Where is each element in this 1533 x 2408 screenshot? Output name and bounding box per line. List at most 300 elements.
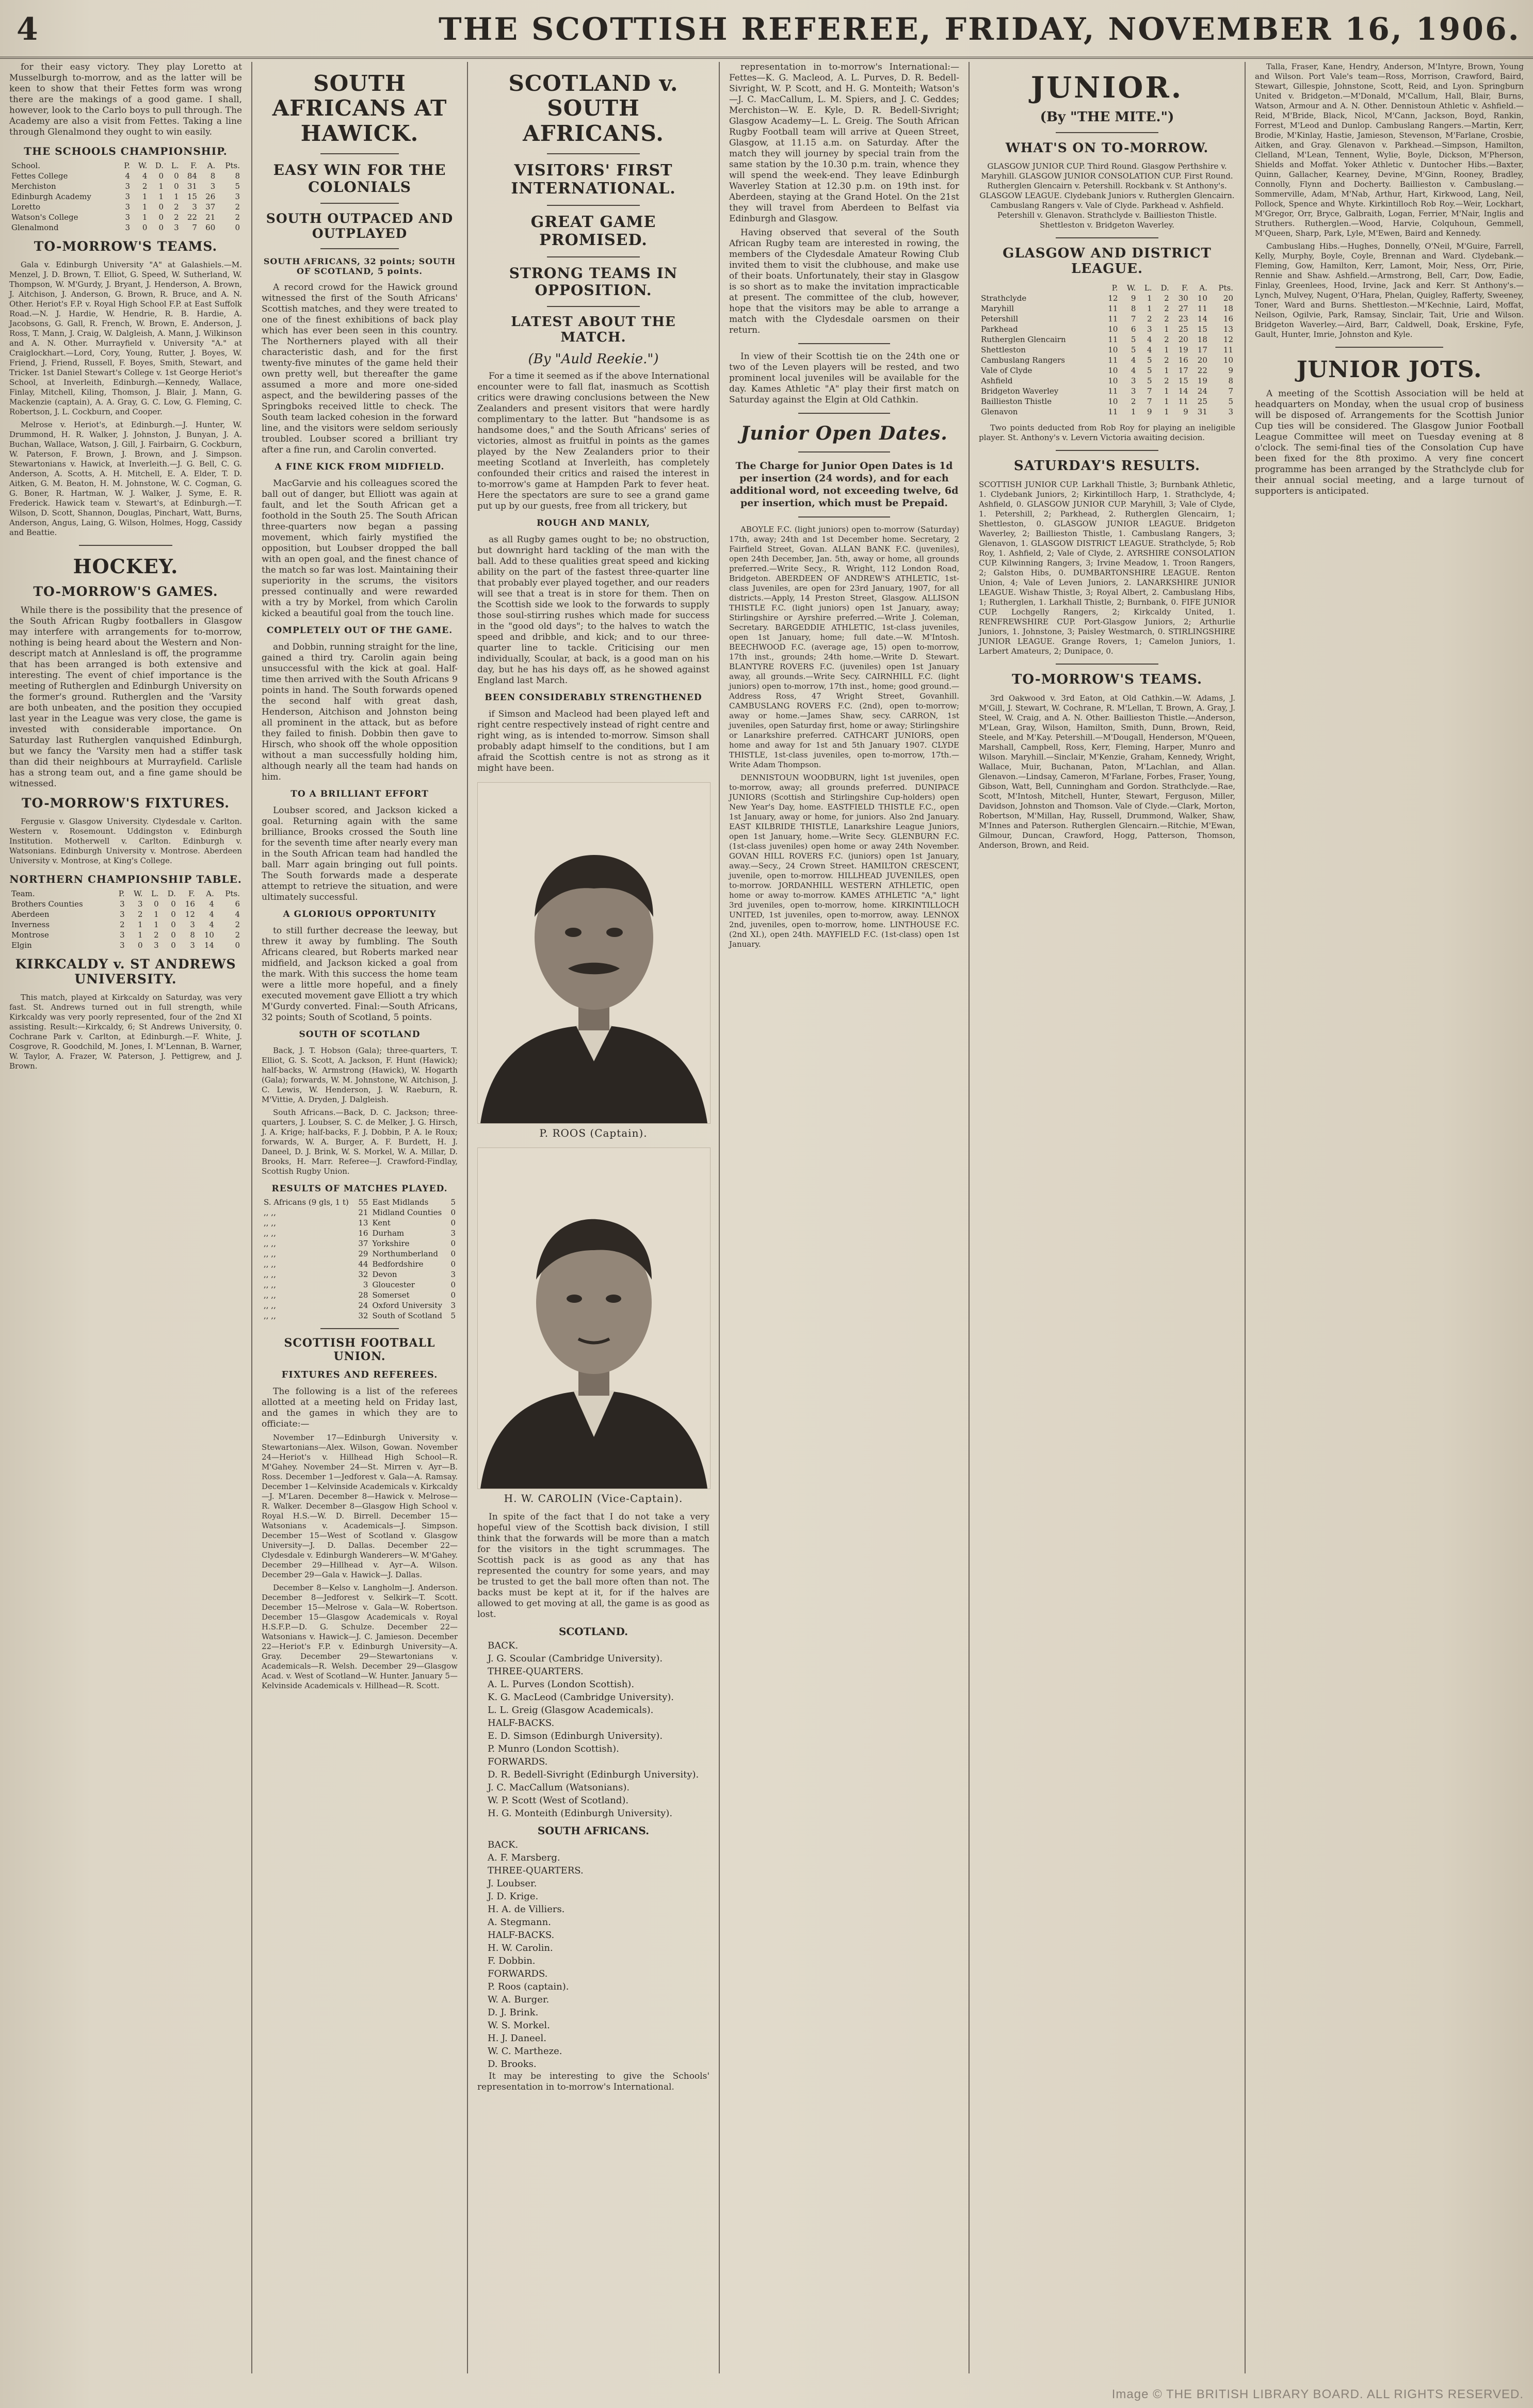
table-cell: 9 [1228,366,1233,376]
team-line: H. G. Monteith (Edinburgh University). [488,1807,673,1819]
table-cell: 0 [171,899,176,909]
table-cell: 3 [174,223,179,232]
table-row [979,334,1235,345]
table-cell: Glenalmond [11,223,59,232]
subheadline: SOUTH OUTPACED AND OUTPLAYED [266,211,454,241]
portrait-carolin-image [478,1148,710,1489]
table-header: W. [134,888,143,898]
table-cell: Ashfield [981,376,1013,386]
article-text: for their easy victory. They play Loretto at Musselburgh to-morrow, and as the latter will be keen to show that their Fettes form was wrong there are the makings of a good game. I shall, however, look to the Carlo boys to pull through. The Academy are also a visit from Fettes. Taking a line through Glenalmond they ought to win easily. [9,62,242,137]
table-cell: 1 [138,930,143,940]
table-header: A. [206,888,214,898]
table-cell: Montrose [11,930,49,940]
table-cell: 0 [235,223,240,232]
table-cell: Elgin [11,940,32,950]
table-cell: 6 [235,899,240,909]
table-cell: Parkhead [981,325,1018,334]
table-cell: 2 [154,930,159,940]
article-text: Back, J. T. Hobson (Gala); three-quarters, T. Elliot, G. S. Scott, A. Jackson, F. Hunt (Hawick); half-backs, W. Armstrong (Hawick), W. Hogarth (Gala); forwards, W. M. Johnstone, W. Aitchison, J. C. Lewis, W. Henderson, J. W. Raeburn, R. M'Vittie, A. Dryden, J. Dalgleish. [262,1045,458,1104]
table-header: P. [124,161,131,170]
table-cell: ,, ,, [264,1259,276,1269]
table-cell: 10 [1108,376,1118,386]
table-cell: 2 [235,213,240,222]
table-cell: 8 [1131,304,1136,314]
table-row [9,930,242,940]
table-cell: 3 [120,930,125,940]
team-line: W. P. Scott (West of Scotland). [488,1795,629,1806]
table-cell: 1 [142,213,148,222]
divider [798,516,890,518]
table-cell: 0 [450,1259,456,1269]
table-cell: 1 [142,202,148,212]
table-cell: 14 [204,940,214,950]
table-cell: 17 [1197,345,1207,355]
northern-table [9,888,242,950]
divider [320,203,399,204]
table-cell: Northumberland [372,1249,438,1258]
headline: JUNIOR. [1030,71,1184,105]
table-cell: 0 [450,1249,456,1258]
table-cell: 3 [1131,376,1136,386]
subheadline: VISITORS' FIRST INTERNATIONAL. [511,161,676,198]
table-cell: 2 [120,919,125,929]
table-cell: 10 [1197,294,1207,303]
table-cell: ,, ,, [264,1300,276,1310]
table-cell: 2 [138,909,143,919]
table-cell: 3 [363,1280,368,1289]
table-header: A. [1199,283,1207,293]
table-cell: 20 [1178,335,1188,345]
table-cell: 2 [1147,314,1152,324]
table-cell: 3 [190,940,195,950]
table-cell: 5 [450,1311,456,1320]
crosshead: SOUTH OF SCOTLAND [299,1029,421,1040]
table-row [979,303,1235,314]
table-cell: 23 [1178,314,1188,324]
table-header: L. [1144,283,1152,293]
table-row [262,1238,458,1249]
table-cell: 14 [1197,314,1207,324]
table-cell: 3 [125,223,131,232]
table-cell: 3 [210,182,216,191]
article-text: MacGarvie and his colleagues scored the ball out of danger, but Elliott was again at fault, and let the South African get a foothold in the South 25. The South African three-quarters now began a passing movement, which fairly mystified the opposition, but Loubser dropped the ball with an open goal, and the finest chance of the match so far was lost. Maintaining their superiority in the scrums, the visitors pressed continually and were rewarded with a try by Morkel, from which Carolin kicked a beautiful goal from the touch line. [262,478,458,619]
table-header: F. [190,161,197,170]
table-row [9,940,242,950]
table-row [262,1197,458,1207]
team-line: H. W. Carolin. [488,1942,553,1953]
crosshead: BEEN CONSIDERABLY STRENGTHENED [485,692,702,703]
table-cell: 21 [358,1207,368,1217]
table-row [9,909,242,919]
table-cell: 30 [1178,294,1188,303]
team-line: D. J. Brink. [488,2007,539,2018]
section-headline: Junior Open Dates. [740,423,948,444]
table-cell: 31 [1197,407,1207,417]
table-row [979,407,1235,417]
fixtures-list: GLASGOW JUNIOR CUP. Third Round. Glasgow Perthshire v. Maryhill. GLASGOW JUNIOR CONSOLATION CUP. First Round. Rutherglen Glencairn v. Petershill. Rockbank v. St Anthony's. GLASGOW LEAGUE. Clydebank Juniors v. Rutherglen Glencairn. Cambuslang Rangers v. Vale of Clyde. Parkhead v. Ashfield. Petershill v. Glenavon. Strathclyde v. Baillieston Thistle. Shettleston v. Bridgeton Waverley. [979,161,1235,230]
table-header: L. [171,161,179,170]
table-row [979,293,1235,303]
table-cell: 4 [235,909,240,919]
table-cell: 31 [187,182,197,191]
table-header: P. [118,888,125,898]
table-cell: 0 [158,171,164,181]
table-cell: 1 [142,192,148,201]
table-cell: Shettleston [981,345,1026,355]
subheadline: STRONG TEAMS IN OPPOSITION. [509,264,678,299]
divider [1056,132,1158,133]
team-line: E. D. Simson (Edinburgh University). [488,1730,663,1741]
table-cell: ,, ,, [264,1218,276,1227]
table-cell: ,, ,, [264,1249,276,1258]
portrait-caption: H. W. CAROLIN (Vice-Captain). [504,1492,683,1505]
table-cell: 8 [190,930,195,940]
article-text: as all Rugby games ought to be; no obstruction, but downright hard tackling of the man with the ball. Add to these qualities great speed and kicking ability on the part of the fastest three-quarter line that probably ever played together, and our readers will see that a treat is in store for them. Then on the Scottish side we look to the forwards to supply those soul-stirring rushes which made for success in the "good old days"; to the halves to watch the speed and dribble, and kick; and to our three-quarter line to tackle. Criticising our men individually, Scoular, at back, is a good man on his day, but he has his days off, as he showed against England last March. [477,534,709,686]
team-line: W. C. Martheze. [488,2045,562,2057]
table-note: Two points deducted from Rob Roy for playing an ineligible player. St. Anthony's v. Levern Victoria awaiting decision. [979,423,1235,443]
table-cell: 0 [158,213,164,222]
table-cell: 3 [138,899,143,909]
table-cell: Gloucester [372,1280,415,1289]
portrait-carolin [477,1148,711,1489]
table-row [262,1280,458,1290]
table-cell: Cambuslang Rangers [981,355,1065,365]
paper-title: THE SCOTTISH REFEREE, FRIDAY, NOVEMBER 16, 1906. [439,11,1521,47]
section-heading: TO-MORROW'S TEAMS. [34,239,218,254]
article-text: Talla, Fraser, Kane, Hendry, Anderson, M'Intyre, Brown, Young and Wilson. Port Vale's team—Ross, Morrison, Crawford, Baird, Stewart, Gillespie, Johnstone, Scott, Reid, and Lyon. Springburn United v. Bridgeton.—M'Donald, M'Callum, Hall, Blair, Burns, Watson, Armour and A. N. Other. Dennistoun Athletic v. Ashfield.—Reid, M'Bride, Black, Nicol, M'Cann, Jackson, Boyd, Rankin, Forrest, M'Leod and Dunlop. Cambuslang Rangers.—Martin, Kerr, Brodie, M'Kinlay, Hastie, Jamieson, Stevenson, M'Farlane, Crosbie, Aitken, and Gray. Glenavon v. Parkhead.—Simpson, Hamilton, Clelland, M'Lean, Tennent, Wylie, Boyle, Dickson, M'Pherson, Shields and Moffat. Yoker Athletic v. Duntocher Hibs.—Baxter, Quinn, Gallacher, Kearney, Devine, M'Ginn, Rooney, Bradley, Connolly, Flynn and Docherty. Baillieston v. Cambuslang.—Sommerville, Adam, M'Nab, Arthur, Hart, Kirkwood, Lang, Neil, Pollock, Spence and Whyte. Kirkintilloch Rob Roy.—Weir, Lockhart, M'Gregor, Orr, Bryce, Galbraith, Logan, Ferrier, M'Nair, Inglis and Struthers. Rutherglen.—Wood, Harvie, Colquhoun, Gemmell, M'Queen, Sharp, Park, Lyle, M'Ewen, Baird and Kennedy. [1255,62,1524,238]
table-cell: 17 [1178,366,1188,376]
table-cell: 84 [187,171,197,181]
table-cell: 55 [358,1197,368,1207]
table-cell: 10 [1108,397,1118,407]
table-cell: 5 [1228,397,1233,407]
table-header: Pts. [225,161,240,170]
table-row [979,345,1235,355]
article-text: representation in to-morrow's International:—Fettes—K. G. Macleod, A. L. Purves, D. R. Bedell-Sivright, W. P. Scott, and H. G. Monteith; Watson's—J. C. MacCallum, L. M. Spiers, and J. C. Geddes; Merchiston—W. E. Kyle, D. R. Bedell-Sivright; Glasgow Academy—L. L. Greig. The South African Rugby Football team will arrive at Queen Street, Glasgow, at 11.15 a.m. on Saturday. After the match they will journey by special train from the same station by the 10.30 p.m. train, whence they will spend the week-end. They leave Edinburgh Waverley Station at 12.30 p.m. on 19th inst. for Aberdeen, staying at the Grand Hotel. On the 21st they will travel from Aberdeen to Belfast via Edinburgh and Glasgow. [729,62,959,224]
article-text: A meeting of the Scottish Association will be held at headquarters on Monday, when the usual crop of business will be disposed of. Arrangements for the Scottish Junior Cup ties will be considered. The Glasgow Junior Football League Committee will meet on Tuesday evening at 8 o'clock. The semi-final ties of the Consolation Cup have been fixed for the 8th proximo. A very fine concert programme has been arranged by the Strathclyde club for their annual social meeting, and a large turnout of supporters is anticipated. [1255,388,1524,496]
divider [798,413,890,414]
table-cell: 0 [450,1280,456,1289]
article-text: Having observed that several of the South African Rugby team are interested in rowing, the members of the Clydesdale Amateur Rowing Club invited them to visit the clubhouse, and make use of their boats. Unfortunately, their stay in Glasgow is so short as to make the invitation impracticable at present. The committee of the club, however, hope that the visitors may be able to arrange a match with the Clydesdale oarsmen on their return. [729,228,959,335]
table-cell: Kent [372,1218,391,1227]
table-cell: 2 [1131,397,1136,407]
table-row [262,1290,458,1300]
table-cell: 0 [235,940,240,950]
table-row [262,1249,458,1259]
table-cell: 3 [125,182,131,191]
table-cell: 0 [171,919,176,929]
table-cell: 2 [1164,355,1169,365]
table-cell: 9 [1131,294,1136,303]
table-cell: 32 [358,1269,368,1279]
column-5 [970,62,1245,2373]
table-cell: 25 [1197,397,1207,407]
schools-table [9,160,242,233]
masthead [0,0,1533,59]
divider [79,545,172,546]
crosshead: TO A BRILLIANT EFFORT [291,788,429,799]
northern-table-title: NORTHERN CHAMPIONSHIP TABLE. [9,872,242,885]
table-cell: 2 [235,202,240,212]
column-1 [0,62,251,2373]
table-cell: 1 [158,182,164,191]
table-cell: 1 [1164,325,1169,334]
table-row [9,202,242,212]
image-credit: Image © THE BRITISH LIBRARY BOARD. ALL RIGHTS RESERVED. [1111,2387,1524,2401]
table-cell: 12 [1223,335,1233,345]
table-row [979,355,1235,365]
table-header: A. [207,161,216,170]
table-cell: East Midlands [372,1197,429,1207]
table-cell: 2 [1164,294,1169,303]
subheadline: LATEST ABOUT THE MATCH. [511,314,676,345]
table-cell: 7 [1147,397,1152,407]
table-cell: 11 [1197,304,1207,314]
team-line: K. G. MacLeod (Cambridge University). [488,1691,674,1703]
table-cell: 7 [1131,314,1136,324]
table-cell: 16 [185,899,195,909]
team-line: P. Munro (London Scottish). [488,1743,619,1754]
table-cell: 2 [235,930,240,940]
table-cell: Somerset [372,1290,410,1300]
article-text: This match, played at Kirkcaldy on Saturday, was very fast. St. Andrews turned out in full strength, while Kirkcaldy was very poorly represented, four of the 2nd XI assisting. Result:—Kirkcaldy, 6; St Andrews University, 0. Cochrane Park v. Carlton, at Edinburgh.—F. White, J. Cosgrove, R. Goodchild, M. Jones, I. M'Lennan, B. Warner, W. Taylor, A. Frazer, W. Paterson, J. Pettigrew, and J. Brown. [9,992,242,1071]
table-cell: 5 [450,1197,456,1207]
team-line: J. Loubser. [488,1878,537,1889]
table-row [262,1269,458,1280]
table-cell: Aberdeen [11,909,50,919]
table-header: School. [11,161,40,170]
table-cell: 14 [1178,386,1188,396]
table-cell: 27 [1178,304,1188,314]
table-cell: 0 [158,202,164,212]
table-cell: 1 [1164,366,1169,376]
section-heading: SATURDAY'S RESULTS. [1013,458,1201,474]
table-header: F. [188,888,195,898]
table-cell: Devon [372,1269,397,1279]
table-header: F. [1181,283,1188,293]
table-cell: ,, ,, [264,1269,276,1279]
section-heading: SCOTTISH FOOTBALL UNION. [284,1336,435,1363]
table-cell: 0 [171,909,176,919]
table-cell: 3 [192,202,197,212]
table-cell: Edinburgh Academy [11,192,91,201]
table-cell: 11 [1108,335,1118,345]
section-heading: KIRKCALDY v. ST ANDREWS UNIVERSITY. [15,956,236,987]
article-text: The following is a list of the referees allotted at a meeting held on Friday last, and the games in which they are to officiate:— [262,1386,458,1429]
article-text: if Simson and Macleod had been played left and right centre respectively instead of right centre and right wing, as is intended to-morrow. Simson shall probably adapt himself to the conditions, but I am afraid the Scottish centre is not as strong as it might have been. [477,708,709,773]
column-6 [1246,62,1533,2373]
table-cell: 15 [187,192,197,201]
table-cell: 6 [1131,325,1136,334]
divider [547,205,640,206]
table-cell: 3 [190,919,195,929]
table-cell: 5 [1147,376,1152,386]
divider [1056,237,1158,238]
table-cell: 3 [450,1269,456,1279]
table-cell: 1 [1164,407,1169,417]
table-cell: 5 [1147,366,1152,376]
table-cell: Baillieston Thistle [981,397,1052,407]
table-row [262,1218,458,1228]
team-line: A. L. Purves (London Scottish). [488,1678,635,1690]
divider [547,256,640,257]
table-cell: 11 [1108,304,1118,314]
table-cell: 0 [174,171,179,181]
team-line: A. Stegmann. [488,1916,551,1928]
table-cell: 2 [1164,314,1169,324]
table-cell: 2 [174,202,179,212]
article-text: November 17—Edinburgh University v. Stewartonians—Alex. Wilson, Gowan. November 24—Heriot's v. Hillhead High School—R. M'Gahey. November 24—St. Mirren v. Ayr—B. Ross. December 1—Jedforest v. Gala—A. Ramsay. December 1—Kelvinside Academicals v. Kirkcaldy—J. M'Laren. December 8—Hawick v. Melrose—R. Walker. December 8—Glasgow High School v. Royal H.S.—W. D. Birrell. December 15—Watsonians v. Academicals—J. Simpson. December 15—West of Scotland v. Glasgow University—J. D. Dallas. December 22—Clydesdale v. Edinburgh Wanderers—W. M'Gahey. December 29—Hillhead v. Ayr—A. Wilson. December 29—Gala v. Hawick—J. Dallas. [262,1432,458,1579]
section-heading: TO-MORROW'S TEAMS. [1011,672,1203,688]
table-cell: 2 [1164,304,1169,314]
article-text: It may be interesting to give the Schools' representation in to-morrow's International. [477,2071,709,2092]
table-cell: Watson's College [11,213,78,222]
table-cell: 10 [1108,366,1118,376]
table-row [9,919,242,930]
divider [320,248,399,249]
table-row [262,1300,458,1311]
divider [320,153,399,154]
table-cell: 1 [138,919,143,929]
table-cell: 24 [1197,386,1207,396]
article-text: A record crowd for the Hawick ground witnessed the first of the South Africans' Scottish matches, and they were treated to one of the finest exhibitions of back play which has ever been seen in this country. The Northerners played with all their characteristic dash, and for the first twenty-five minutes of the game held their own pretty well, but thereafter the game assumed a more and more one-sided aspect, and the bewildering passes of the Springboks received little to check. The South team lacked cohesion in the forward line, and the visitors were seldom seriously troubled. Loubser scored a brilliant try after a fine run, and Carolin converted. [262,282,458,455]
section-heading: WHAT'S ON TO-MORROW. [1005,140,1209,156]
subheadline: EASY WIN FOR THE COLONIALS [273,161,446,196]
table-cell: 1 [158,192,164,201]
table-cell: 5 [235,182,240,191]
table-cell: 26 [205,192,216,201]
table-cell: 4 [209,899,214,909]
table-cell: 20 [1197,355,1207,365]
table-cell: 4 [1131,355,1136,365]
table-row [979,376,1235,386]
notice: The Charge for Junior Open Dates is 1d per insertion (24 words), and for each additional word, not exceeding twelve, 6d per insertion, which must be Prepaid. [730,460,959,509]
section-subheading: TO-MORROW'S GAMES. [33,584,218,599]
table-cell: 2 [235,919,240,929]
table-cell: 12 [1108,294,1118,303]
section-subheading: FIXTURES AND REFEREES. [281,1369,438,1380]
table-cell: Loretto [11,202,41,212]
table-cell: 4 [1131,366,1136,376]
table-cell: 0 [174,182,179,191]
table-cell: 3 [1131,386,1136,396]
table-cell: 9 [1147,407,1152,417]
table-cell: 60 [205,223,216,232]
table-cell: 0 [158,223,164,232]
table-cell: 3 [1228,407,1233,417]
table-row [979,365,1235,376]
table-header [979,283,1101,293]
table-cell: 22 [1197,366,1207,376]
table-cell: 12 [185,909,195,919]
table-cell: 1 [1131,407,1136,417]
team-line: FORWARDS. [488,1756,548,1767]
table-cell: 5 [1131,335,1136,345]
table-cell: 11 [1108,386,1118,396]
table-cell: 8 [235,171,240,181]
table-cell: 2 [1164,376,1169,386]
table-cell: Rutherglen Glencairn [981,335,1066,345]
table-cell: 3 [450,1300,456,1310]
team-line: BACK. [488,1839,519,1850]
article-text: 3rd Oakwood v. 3rd Eaton, at Old Cathkin.—W. Adams, J. M'Gill, J. Stewart, W. Cochrane, R. M'Lellan, T. Brown, A. Gray, J. Steel, W. Craig, and A. N. Other. Baillieston Thistle.—Anderson, M'Lean, Gray, Wilson, Hamilton, Smith, Dunn, Brown, Reid, Steele, and M'Kay. Petershill.—M'Dougall, Henderson, M'Queen, Marshall, Campbell, Ross, Kerr, Fleming, Harper, Munro and Wilson. Maryhill.—Sinclair, M'Kenzie, Graham, Kennedy, Wright, Wallace, Muir, Buchanan, Paton, M'Lachlan, and Allan. Glenavon.—Lindsay, Cameron, M'Farlane, Forbes, Fraser, Young, Gibson, Watt, Bell, Cunningham and Gordon. Strathclyde.—Rae, Scott, M'Intosh, Mitchell, Hunter, Stewart, Ferguson, Miller, Davidson, Johnston and Thomson. Vale of Clyde.—Clark, Morton, Robertson, M'Millan, Hay, Russell, Drummond, Walker, Shaw, M'Innes and Paterson. Rutherglen Glencairn.—Ritchie, M'Ewan, Gilmour, Duncan, Crawford, Hogg, Patterson, Thomson, Anderson, Brown, and Reid. [979,693,1235,850]
table-cell: 18 [1223,304,1233,314]
table-header: W. [1126,283,1136,293]
divider [547,306,640,307]
team-line: J. G. Scoular (Cambridge University). [488,1653,663,1664]
results-table [262,1197,458,1321]
results-list: SCOTTISH JUNIOR CUP. Larkhall Thistle, 3; Burnbank Athletic, 1. Clydebank Juniors, 2; Kirkintilloch Harp, 1. Strathclyde, 4; Ashfield, 0. GLASGOW JUNIOR CUP. Maryhill, 3; Vale of Clyde, 1. Petershill, 2; Parkhead, 2. Rutherglen Glencairn, 1; Shettleston, 0. GLASGOW JUNIOR LEAGUE. Bridgeton Waverley, 2; Baillieston Thistle, 1. Cambuslang Rangers, 3; Glenavon, 1. GLASGOW DISTRICT LEAGUE. Strathclyde, 5; Rob Roy, 1. Ashfield, 2; Vale of Clyde, 2. AYRSHIRE CONSOLATION CUP. Kilwinning Rangers, 3; Irvine Meadow, 1. Troon Rangers, 2; Galston Hibs, 0. DUMBARTONSHIRE LEAGUE. Renton Union, 4; Vale of Leven Juniors, 2. LANARKSHIRE JUNIOR LEAGUE. Wishaw Thistle, 3; Royal Albert, 2. Cambuslang Hibs, 1; Rutherglen, 1. Larkhall Thistle, 2; Burnbank, 0. FIFE JUNIOR CUP. Lochgelly Rangers, 2; Kirkcaldy United, 1. RENFREWSHIRE CUP. Port-Glasgow Juniors, 2; Arthurlie Juniors, 1. Johnstone, 3; Paisley Westmarch, 0. STIRLINGSHIRE JUNIOR LEAGUE. Grange Rovers, 1; Camelon Juniors, 1. Larbert Amateurs, 2; Dunipace, 0. [979,480,1235,656]
table-cell: 3 [120,909,125,919]
divider [1056,450,1158,451]
table-cell: 19 [1197,376,1207,386]
team-line: L. L. Greig (Glasgow Academicals). [488,1704,654,1716]
table-cell: 5 [1131,345,1136,355]
table-cell: 3 [1147,325,1152,334]
section-heading: GLASGOW AND DISTRICT LEAGUE. [1003,246,1212,277]
table-cell: 18 [1197,335,1207,345]
table-row [262,1207,458,1218]
table-cell: 3 [120,899,125,909]
divider [547,153,640,154]
table-cell: Bridgeton Waverley [981,386,1059,396]
table-cell: 3 [120,940,125,950]
table-cell: 25 [1178,325,1188,334]
table-cell: 44 [358,1259,368,1269]
table-cell: 28 [358,1290,368,1300]
table-cell: 19 [1178,345,1188,355]
columns [0,62,1533,2373]
table-cell: 8 [1228,376,1233,386]
table-cell: 1 [1164,386,1169,396]
table-cell: ,, ,, [264,1207,276,1217]
table-row [9,171,242,181]
league-table [979,283,1235,417]
table-cell: 13 [1223,325,1233,334]
team-line: FORWARDS. [488,1968,548,1979]
table-cell: Glenavon [981,407,1018,417]
article-text: Fergusie v. Glasgow University. Clydesdale v. Carlton. Western v. Rosemount. Uddingston v. Edinburgh Institution. Motherwell v. Carlton. Edinburgh v. Watsonians. Edinburgh University v. Montrose. Aberdeen University v. Montrose, at King's College. [9,816,242,865]
table-cell: 15 [1178,376,1188,386]
table-cell: 9 [1183,407,1188,417]
table-row [979,324,1235,334]
article-text: Loubser scored, and Jackson kicked a goal. Returning again with the same brilliance, Brooks crossed the South line for the seventh time after nearly every man in the South African team had handled the ball. Marr again bringing out full points. The South forwards made a desperate attempt to retrieve the situation, and were ultimately successful. [262,805,458,902]
classified-ads: DENNISTOUN WOODBURN, light 1st juveniles, open to-morrow, away; all grounds preferred. DUNIPACE JUNIORS (Scottish and Stirlingshire Cup-holders) open New Year's Day, home. EASTFIELD THISTLE F.C., open 1st January, away or home, for juniors. Also 2nd January. EAST KILBRIDE THISTLE, Lanarkshire League Juniors, open 1st January, home.—Write Secy. GLENBURN F.C. (1st-class juveniles) open home or away 24th November. GOVAN HILL ROVERS F.C. (juniors) open 1st January, away.—Secy., 24 Crown Street. HAMILTON CRESCENT, juvenile, open to-morrow. HILLHEAD JUVENILES, open to-morrow. JORDANHILL WESTERN ATHLETIC, open home or away to-morrow. KAMES ATHLETIC "A," light 3rd juveniles, open to-morrow, home. KIRKINTILLOCH UNITED, 1st juveniles, open to-morrow, away. LENNOX 2nd, juveniles, open to-morrow, home. LINTHOUSE F.C. (2nd XI.), open 24th. MAYFIELD F.C. (1st-class) open 1st January. [729,773,959,949]
table-cell: 10 [1108,345,1118,355]
table-cell: 10 [1223,355,1233,365]
table-cell: 16 [1178,355,1188,365]
table-cell: 1 [174,192,179,201]
table-cell: 21 [205,213,216,222]
table-cell: South of Scotland [372,1311,442,1320]
table-cell: Inverness [11,919,50,929]
subheadline: GREAT GAME PROMISED. [530,213,656,249]
crosshead: A FINE KICK FROM MIDFIELD. [275,461,445,472]
team-label: SOUTH AFRICANS. [537,1824,650,1837]
table-header-row [979,283,1235,293]
article-text: In spite of the fact that I do not take a very hopeful view of the Scottish back division, I still think that the forwards will be more than a match for the visitors in the tight scrummages. The Scottish pack is as good as any that has represented the country for some years, and may be trusted to get the ball more often than not. The backs must be kept at it, for if the halves are allowed to get moving at all, the game is as good as lost. [477,1511,709,1620]
table-cell: 0 [450,1218,456,1227]
crosshead: A GLORIOUS OPPORTUNITY [283,909,437,919]
table-cell: 2 [1164,335,1169,345]
section-heading: TO-MORROW'S FIXTURES. [22,795,230,811]
divider [798,343,890,344]
table-header: Pts. [1218,283,1233,293]
table-cell: 11 [1223,345,1233,355]
table-cell: 11 [1108,355,1118,365]
table-cell: 32 [358,1311,368,1320]
divider [320,1328,399,1329]
